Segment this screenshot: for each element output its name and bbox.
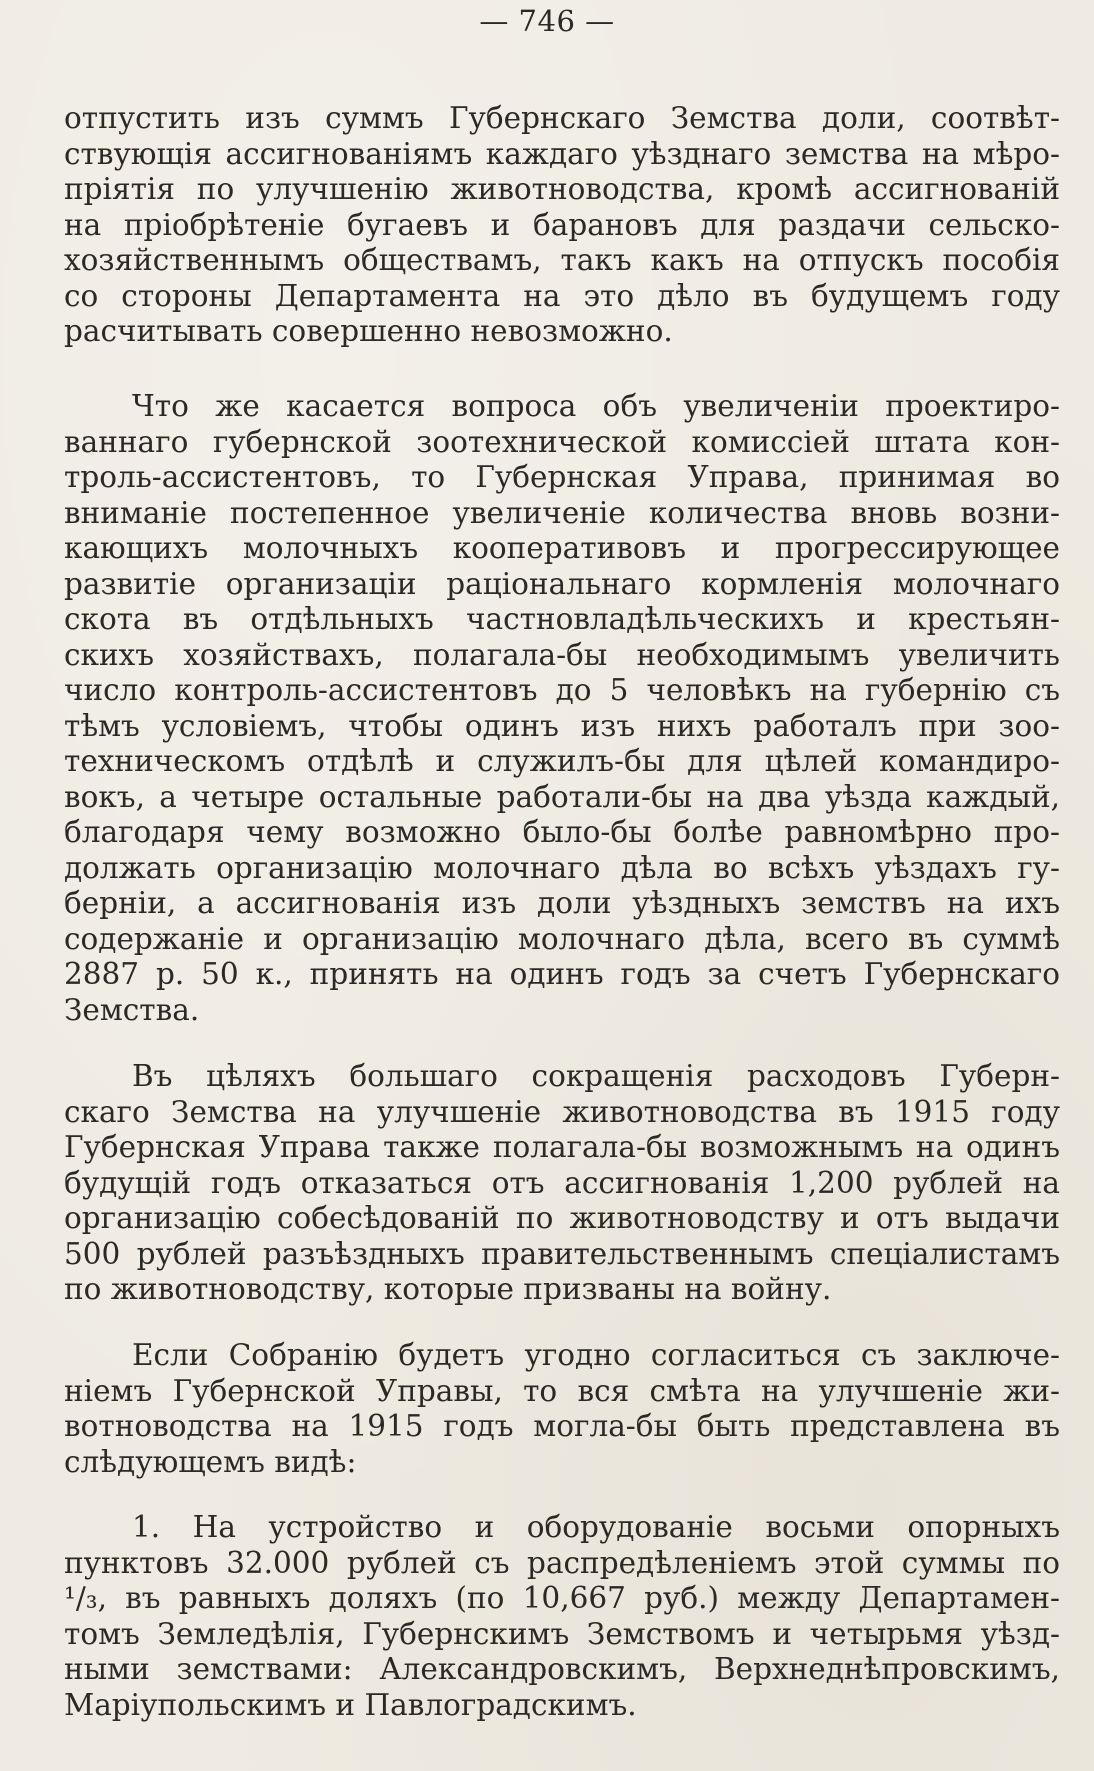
text-line: слѣдующемъ видѣ: — [64, 1444, 357, 1479]
text-line: расчитывать совершенно невозможно. — [64, 314, 673, 348]
text-line: скаго Земства на улучшеніе животноводства въ 1915 году — [64, 1094, 1060, 1129]
paragraph — [64, 389, 1060, 1028]
paragraph — [64, 1338, 1060, 1480]
text-line: ¹/₃, въ равныхъ доляхъ (по 10,667 руб.) между Департамен- — [64, 1581, 1060, 1615]
text-line: со стороны Департамента на это дѣло въ будущемъ году — [64, 278, 1060, 313]
text-line: Если Собранію будетъ угодно согласиться съ заключе- — [132, 1338, 1060, 1372]
text-line: тѣмъ условіемъ, чтобы одинъ изъ нихъ работалъ при зоо- — [64, 708, 1060, 743]
text-line: благодаря чему возможно было-бы болѣе равномѣрно про- — [64, 815, 1060, 849]
text-line: пріятія по улучшенію животноводства, кромѣ ассигнованій — [64, 172, 1060, 206]
text-line: вокъ, а четыре остальные работали-бы на два уѣзда каждый, — [64, 779, 1060, 814]
page-number: — 746 — — [479, 4, 615, 38]
text-line: организацію собесѣдованій по животноводству и отъ выдачи — [64, 1201, 1060, 1235]
text-line: ніемъ Губернской Управы, то вся смѣта на улучшеніе жи- — [64, 1373, 1060, 1408]
text-line: число контроль-ассистентовъ до 5 человѣкъ на губернію съ — [64, 673, 1060, 707]
text-line: скота въ отдѣльныхъ частновладѣльческихъ и крестьян- — [64, 602, 1060, 636]
text-line: 2887 р. 50 к., принять на одинъ годъ за счетъ Губернскаго — [64, 957, 1060, 991]
text-line: берніи, а ассигнованія изъ доли уѣздныхъ земствъ на ихъ — [64, 886, 1060, 920]
text-line: Что же касается вопроса объ увеличеніи проектиро- — [132, 389, 1060, 423]
paragraph — [64, 1059, 1060, 1308]
list-item — [64, 1510, 1060, 1723]
text-line: по животноводству, которые призваны на войну. — [64, 1272, 832, 1306]
text-line: 500 рублей разъѣздныхъ правительственнымъ спеціалистамъ — [64, 1236, 1060, 1271]
text-line: хозяйственнымъ обществамъ, такъ какъ на отпускъ пособія — [64, 243, 1060, 277]
paragraph — [64, 101, 1060, 350]
text-line: вотноводства на 1915 годъ могла-бы быть представлена въ — [64, 1409, 1060, 1443]
text-line: кающихъ молочныхъ кооперативовъ и прогрессирующее — [64, 531, 1060, 565]
text-line: Въ цѣляхъ большаго сокращенія расходовъ Губерн- — [132, 1059, 1060, 1093]
text-line: Земства. — [64, 992, 200, 1027]
text-line: техническомъ отдѣлѣ и служилъ-бы для цѣлей командиро- — [64, 744, 1060, 778]
text-line: развитіе организаціи раціональнаго кормленія молочнаго — [64, 566, 1060, 601]
text-line: ствующія ассигнованіямъ каждаго уѣзднаго земства на мѣро- — [64, 136, 1060, 171]
text-line: вниманіе постепенное увеличеніе количества вновь возни- — [64, 495, 1060, 530]
text-line: троль-ассистентовъ, то Губернская Управа, принимая во — [64, 460, 1060, 494]
text-line: скихъ хозяйствахъ, полагала-бы необходимымъ увеличить — [64, 637, 1060, 672]
text-line: Губернская Управа также полагала-бы возможнымъ на одинъ — [64, 1130, 1060, 1164]
text-line: ными земствами: Александровскимъ, Верхнеднѣпровскимъ, — [64, 1652, 1060, 1686]
text-line: Маріупольскимъ и Павлоградскимъ. — [64, 1687, 637, 1722]
text-line: должать организацію молочнаго дѣла во всѣхъ уѣздахъ гу- — [64, 850, 1060, 885]
text-line: на пріобрѣтеніе бугаевъ и барановъ для раздачи сельско- — [64, 207, 1060, 242]
text-line: ваннаго губернской зоотехнической комиссіей штата кон- — [64, 424, 1060, 459]
text-line: будущій годъ отказаться отъ ассигнованія 1,200 рублей на — [64, 1165, 1060, 1200]
text-line: 1. На устройство и оборудованіе восьми опорныхъ — [132, 1510, 1060, 1544]
text-line: отпустить изъ суммъ Губернскаго Земства доли, соотвѣт- — [64, 101, 1060, 135]
text-line: содержаніе и организацію молочнаго дѣла, всего въ суммѣ — [64, 921, 1060, 956]
text-line: томъ Земледѣлія, Губернскимъ Земствомъ и четырьмя уѣзд- — [64, 1616, 1060, 1651]
text-line: пунктовъ 32.000 рублей съ распредѣленіемъ этой суммы по — [64, 1545, 1060, 1580]
